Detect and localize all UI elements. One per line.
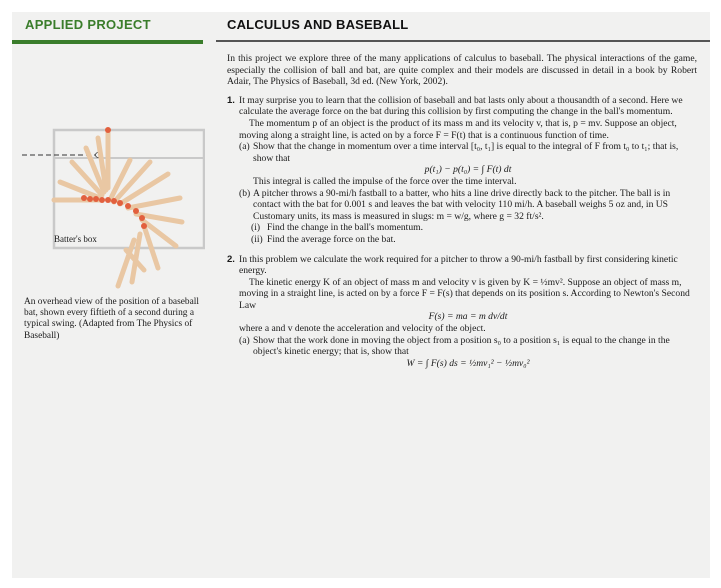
problem-1b-ii-text: Find the average force on the bat. xyxy=(267,233,396,245)
problem-2a-label: (a) xyxy=(239,334,250,346)
problem-2a-text: Show that the work done in moving the object from a position s₀ to a position s₁ is equal to the change in the object's kinetic energy; that is, show that xyxy=(253,334,670,358)
problem-2a xyxy=(239,335,697,358)
problem-1a-label: (a) xyxy=(239,141,250,153)
problem-1a-text: Show that the change in momentum over a time interval [t₀, t₁] is equal to the integral of F from t₀ to t₁; that is, show that xyxy=(253,141,679,164)
momentum-equation: p(t₁) − p(t₀) = ∫ F(t) dt xyxy=(424,164,512,176)
header-rule-left xyxy=(12,40,203,44)
problem-1b-i-text: Find the change in the ball's momentum. xyxy=(267,222,424,234)
page-title: CALCULUS AND BASEBALL xyxy=(227,17,409,32)
main-text xyxy=(227,53,697,375)
problem-1 xyxy=(227,95,697,246)
problem-1b-ii xyxy=(251,234,697,246)
problem-1-number: 1. xyxy=(227,94,235,106)
problem-1-paragraph-1: It may surprise you to learn that the collision of baseball and bat lasts only about a thousandth of a second. Here we calculate the average force on the bat during this collision by first computing the change in the ball's momentum. xyxy=(239,94,683,118)
problem-1b-i xyxy=(251,222,697,234)
problem-2-paragraph-2: The kinetic energy K of an object of mass m and velocity v is given by K = ½mv². Suppose an object of mass m, moving in a straight line, is acted on by a force F = F(s) that depends on its position s. According to Newton's Second Law xyxy=(239,276,690,311)
problem-2-paragraph-1: In this problem we calculate the work required for a pitcher to throw a 90-mi/h fastball by first considering kinetic energy. xyxy=(239,253,678,277)
header xyxy=(12,12,710,32)
problem-1b-ii-label: (ii) xyxy=(251,233,263,245)
impulse-definition: This integral is called the impulse of the force over the time interval. xyxy=(253,175,517,187)
problem-2-number: 2. xyxy=(227,253,235,265)
problem-2 xyxy=(227,254,697,370)
problem-1b-text: A pitcher throws a 90-mi/h fastball to a batter, who hits a line drive directly back to the pitcher. The ball is in contact with the bat for 0.001 s and leaves the bat with velocity 110 mi/h. A baseball weighs 5 oz and, in US Customary units, its mass is measured in slugs: m = w/g, where g = 32 ft/s². xyxy=(253,187,671,222)
bat-swing-illustration xyxy=(20,100,205,290)
header-rule-right xyxy=(216,40,710,42)
intro-paragraph: In this project we explore three of the many applications of calculus to baseball. The physical interactions of the game, especially the collision of ball and bat, are quite complex and their models are discussed in detail in a book by Robert Adair, The Physics of Baseball, 3d ed. (New York, 2002). xyxy=(227,53,697,88)
problem-2-paragraph-3: where a and v denote the acceleration and velocity of the object. xyxy=(239,323,486,335)
problem-1-paragraph-2: The momentum p of an object is the product of its mass m and its velocity v, that is, p = mv. Suppose an object, moving along a straight line, is acted on by a force F = F(t) that is a continuous function of time. xyxy=(239,117,677,141)
section-label: APPLIED PROJECT xyxy=(25,17,151,32)
newton-equation: F(s) = ma = m dv/dt xyxy=(428,311,508,323)
problem-1b-i-label: (i) xyxy=(251,222,261,234)
batters-box-label: Batter's box xyxy=(54,234,97,244)
work-energy-equation: W = ∫ F(s) ds = ½mv₁² − ½mv₀² xyxy=(406,357,530,369)
bat-swing-figure xyxy=(20,100,205,290)
figure-caption: An overhead view of the position of a baseball bat, shown every fiftieth of a second during a typical swing. (Adapted from The Physics of Baseball) xyxy=(24,297,199,341)
problem-1a xyxy=(239,141,697,164)
problem-1b xyxy=(239,188,697,223)
problem-1b-label: (b) xyxy=(239,187,251,199)
